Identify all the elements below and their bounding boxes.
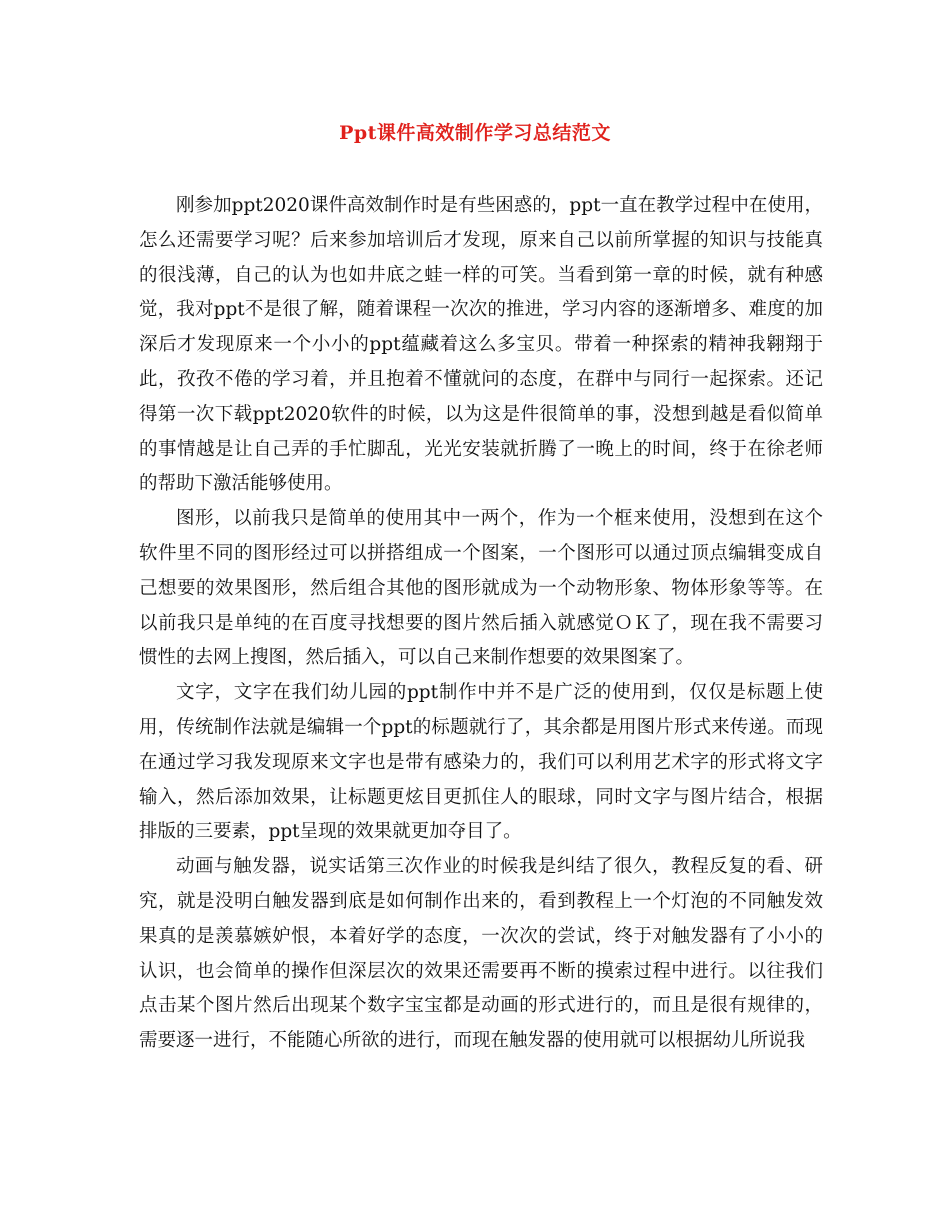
paragraph-shapes: 图形，以前我只是简单的使用其中一两个，作为一个框来使用，没想到在这个软件里不同的图形经过可以拼搭组成一个图案，一个图形可以通过顶点编辑变成自己想要的效果图形，然后组合其他的图形就成为一个动物形象、物体形象等等。在以前我只是单纯的在百度寻找想要的图片然后插入就感觉ＯＫ了，现在我不需要习惯性的去网上搜图，然后插入，可以自己来制作想要的效果图案了。	[139, 508, 823, 669]
document-title: Ppt课件高效制作学习总结范文	[339, 122, 611, 144]
paragraph-text: 文字，文字在我们幼儿园的ppt制作中并不是广泛的使用到，仅仅是标题上使用，传统制作法就是编辑一个ppt的标题就行了，其余都是用图片形式来传递。而现在通过学习我发现原来文字也是带有感染力的，我们可以利用艺术字的形式将文字输入，然后添加效果，让标题更炫目更抓住人的眼球，同时文字与图片结合，根据排版的三要素，ppt呈现的效果就更加夺目了。	[139, 682, 823, 843]
document-body	[139, 189, 823, 1059]
paragraph-animation: 动画与触发器，说实话第三次作业的时候我是纠结了很久，教程反复的看、研究，就是没明白触发器到底是如何制作出来的，看到教程上一个灯泡的不同触发效果真的是羡慕嫉妒恨，本着好学的态度，一次次的尝试，终于对触发器有了小小的认识，也会简单的操作但深层次的效果还需要再不断的摸索过程中进行。以往我们点击某个图片然后出现某个数字宝宝都是动画的形式进行的，而且是很有规律的，需要逐一进行，不能随心所欲的进行，而现在触发器的使用就可以根据幼儿所说我	[139, 856, 823, 1052]
paragraph-intro: 刚参加ppt2020课件高效制作时是有些困惑的，ppt一直在教学过程中在使用，怎么还需要学习呢？后来参加培训后才发现，原来自己以前所掌握的知识与技能真的很浅薄，自己的认为也如井底之蛙一样的可笑。当看到第一章的时候，就有种感觉，我对ppt不是很了解，随着课程一次次的推进，学习内容的逐渐增多、难度的加深后才发现原来一个小小的ppt蕴藏着这么多宝贝。带着一种探索的精神我翱翔于此，孜孜不倦的学习着，并且抱着不懂就问的态度，在群中与同行一起探索。还记得第一次下载ppt2020软件的时候，以为这是件很简单的事，没想到越是看似简单的事情越是让自己弄的手忙脚乱，光光安装就折腾了一晚上的时间，终于在徐老师的帮助下激活能够使用。	[139, 195, 823, 495]
